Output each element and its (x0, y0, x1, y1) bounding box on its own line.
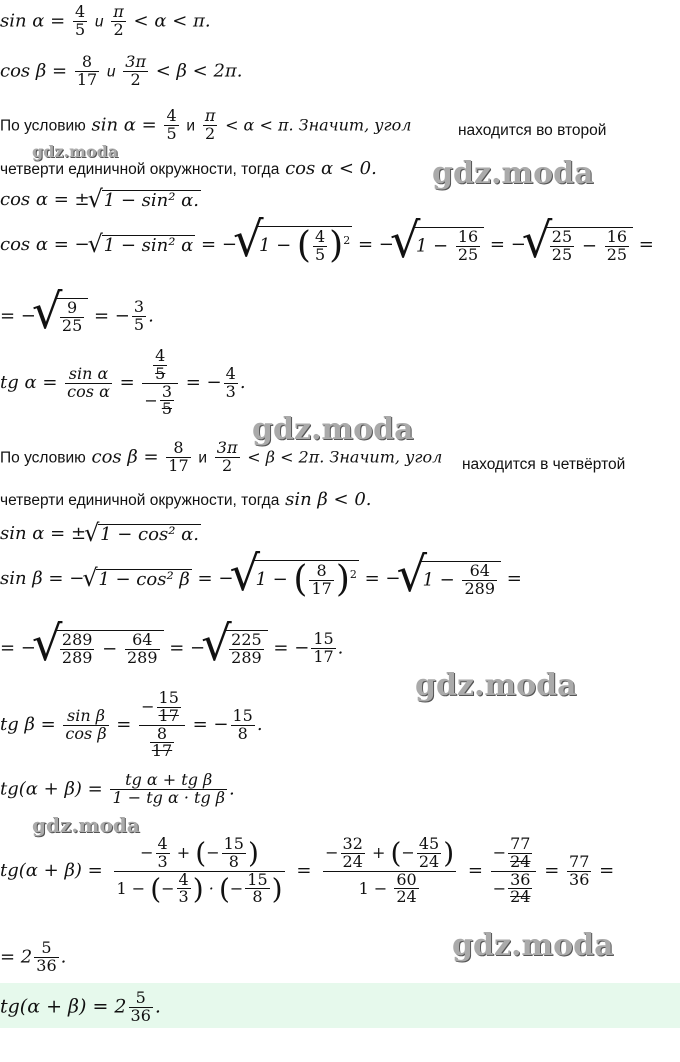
sum-calc: tg(α + β) = − $\frac{4}{3}$ + (− $\frac{15}{8}$ ) 1 − (− $\frac{4}{3}$ ) · (− $\frac{15}{8}$ ) = − $\frac{32}{24}$ + (− $\frac{45}{24}$ ) 1 − $\frac{60}{24}$ = − $\frac{77}{24}$ − $\frac{36}{24}$ = $\frac{77}{36}$ = (0, 834, 615, 907)
beta-calc-2: = − √ $\frac{289}{289}$ − $\frac{64}{289}$ = − √ $\frac{225}{289}$ = − $\frac{15}{17}$ . (0, 630, 343, 667)
beta-intro-line2: четверти единичной окружности, тогда sin β < 0. (0, 489, 372, 510)
watermark-5: gdz.moda (32, 813, 140, 837)
watermark-3: gdz.moda (252, 412, 414, 447)
alpha-intro-line2: четверти единичной окружности, тогда cos α < 0. (0, 158, 377, 179)
given-line-cos: cos β = $\frac{8}{17}$ и $\frac{3\pi}{2}$ < β < 2π. (0, 52, 243, 89)
answer-line: tg(α + β) = 2 $\frac{5}{36}$ . (0, 988, 161, 1025)
watermark-4: gdz.moda (415, 668, 577, 703)
beta-intro-2: находится в четвёртой (462, 456, 626, 473)
beta-calc-1: sin β = −√ 1 − cos² β = −√ 1 − ( $\frac{8}{17}$ )$^2$ = −√ 1 − $\frac{64}{289}$ = (0, 560, 522, 598)
given-line-sin: sin α = $\frac{4}{5}$ и $\frac{\pi}{2}$ < α < π. (0, 2, 211, 39)
beta-tg: tg β = $\frac{\text{sin β}}{\text{cos β}}$ = − $\frac{15}{17}$ $\frac{8}{17}$ = − $\frac{15}{8}$ . (0, 688, 263, 761)
alpha-calc-1: cos α = −√ 1 − sin² α = −√ 1 − ( $\frac{4}{5}$ )$^2$ = −√ 1 − $\frac{16}{25}$ = − √ $\frac{25}{25}$ − $\frac{16}{25}$ = (0, 226, 654, 264)
alpha-intro: По условию sin α = $\frac{4}{5}$ и $\frac{\pi}{2}$ < α < π. Значит, угол (0, 106, 412, 143)
alpha-intro-2: находится во второй (458, 122, 607, 139)
watermark-6: gdz.moda (452, 928, 614, 963)
alpha-calc-2: = − √ $\frac{9}{25}$ = − $\frac{3}{5}$ . (0, 298, 154, 335)
alpha-tg: tg α = $\frac{\text{sin α}}{\text{cos α}}$ = $\frac{4}{5}$ − $\frac{3}{5}$ = − $\frac{4}{3}$ . (0, 346, 246, 419)
beta-formula: sin α = ±√ 1 − cos² α. (0, 524, 201, 544)
beta-intro: По условию cos β = $\frac{8}{17}$ и $\frac{3\pi}{2}$ < β < 2π. Значит, угол (0, 438, 443, 475)
watermark-1: gdz.moda (32, 142, 119, 161)
sum-result: = 2 $\frac{5}{36}$ . (0, 938, 67, 975)
sum-formula: tg(α + β) = $\frac{\text{tg α + tg β}}{\text{1 − tg α · tg β}}$ . (0, 770, 235, 807)
watermark-2: gdz.moda (432, 156, 594, 191)
alpha-formula: cos α = ±√ 1 − sin² α. (0, 190, 201, 210)
